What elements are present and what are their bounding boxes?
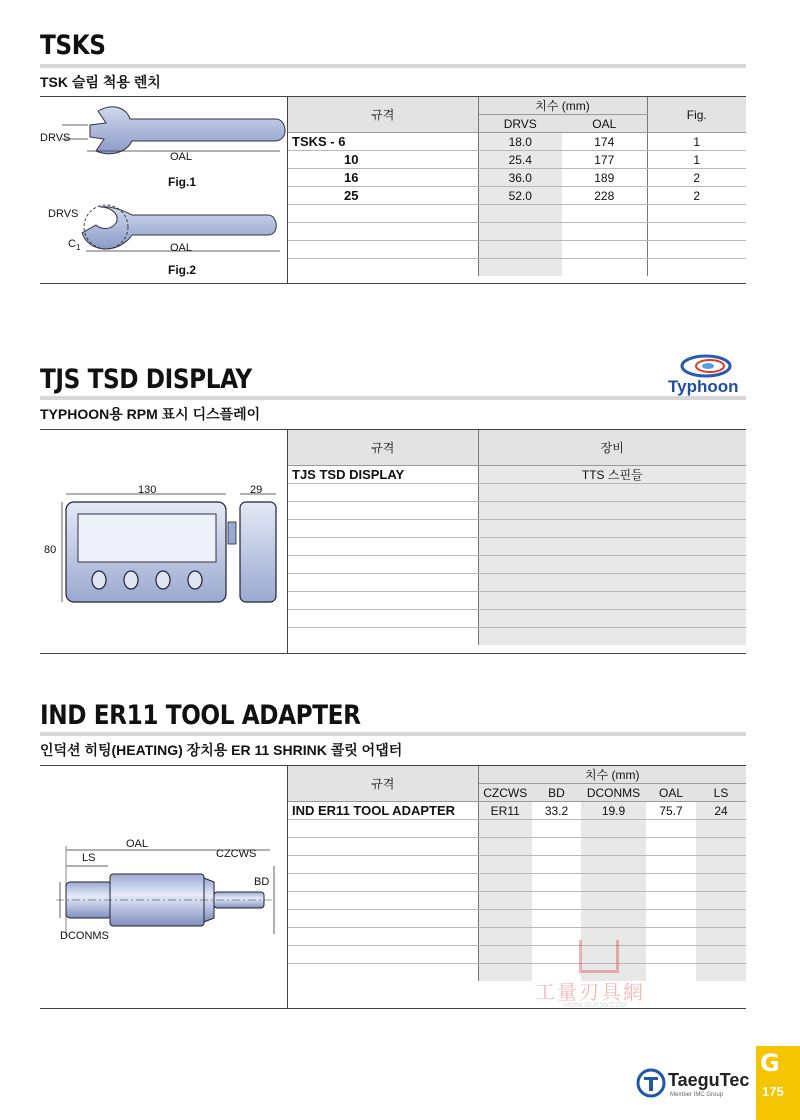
table-row: TJS TSD DISPLAY TTS 스핀들	[288, 466, 746, 484]
tsks-table	[288, 97, 746, 276]
table-row-empty	[288, 910, 746, 928]
table-row-empty	[288, 874, 746, 892]
table-row: 25 52.0 228 2	[288, 187, 746, 205]
col-spec: 규격	[288, 766, 478, 802]
fig1-drvs-label: DRVS	[40, 132, 71, 144]
table-row-empty	[288, 820, 746, 838]
display-width-label: 130	[138, 484, 157, 496]
table-row-empty	[288, 892, 746, 910]
col-oal: OAL	[562, 115, 647, 133]
table-row-empty	[288, 856, 746, 874]
wrench-figure	[40, 97, 288, 283]
col-dim: 치수 (mm)	[478, 766, 746, 784]
table-row-empty	[288, 592, 746, 610]
col-oal: OAL	[646, 784, 696, 802]
table-row-empty	[288, 610, 746, 628]
watermark-icon	[579, 940, 619, 973]
wrench-diagram	[40, 97, 287, 283]
tjs-title: TJS TSD DISPLAY	[40, 364, 252, 395]
tsks-title-rule	[40, 64, 746, 68]
taegutec-logo	[636, 1066, 752, 1102]
fig2-oal-label: OAL	[170, 242, 193, 254]
table-row-empty	[288, 946, 746, 964]
adapter-bd-label: BD	[254, 876, 270, 888]
table-row-empty	[288, 628, 746, 646]
table-row-empty	[288, 964, 746, 982]
fig2-caption: Fig.2	[168, 263, 197, 277]
page-number: 175	[762, 1084, 784, 1099]
ind-title: IND ER11 TOOL ADAPTER	[40, 700, 361, 731]
ind-subtitle: 인덕션 히팅(HEATING) 장치용 ER 11 SHRINK 콜릿 어댑터	[40, 742, 403, 758]
table-row: IND ER11 TOOL ADAPTER ER11 33.2 19.9 75.7 24	[288, 802, 746, 820]
tsks-subtitle: TSK 슬림 척용 렌치	[40, 74, 161, 90]
fig2-c1-label: $C_1$	[68, 238, 81, 253]
watermark-text: 工量刃具網	[535, 982, 645, 1004]
col-spec: 규격	[288, 97, 478, 133]
table-row: TSKS - 6 18.0 174 1	[288, 133, 746, 151]
col-ls: LS	[696, 784, 746, 802]
watermark-url: WWW.GLRJW.COM	[563, 1002, 627, 1009]
tsks-title: TSKS	[40, 30, 106, 61]
taegutec-logo-icon	[636, 1068, 666, 1098]
ind-title-rule	[40, 732, 746, 736]
tjs-title-rule	[40, 396, 746, 400]
table-row-empty	[288, 556, 746, 574]
col-czcws: CZCWS	[478, 784, 532, 802]
adapter-czcws-label: CZCWS	[216, 848, 257, 860]
display-height-label: 80	[44, 544, 57, 556]
taegutec-logo-text: TaeguTec	[668, 1070, 750, 1090]
adapter-diagram	[40, 766, 287, 1008]
fig2-drvs-label: DRVS	[48, 208, 79, 220]
col-bd: BD	[532, 784, 581, 802]
typhoon-logo	[664, 352, 748, 396]
adapter-ls-label: LS	[82, 852, 96, 864]
col-dconms: DCONMS	[581, 784, 646, 802]
display-diagram	[40, 430, 287, 653]
display-depth-label: 29	[250, 484, 263, 496]
tjs-table	[288, 430, 746, 645]
table-row: 16 36.0 189 2	[288, 169, 746, 187]
fig1-caption: Fig.1	[168, 175, 197, 189]
table-row: 10 25.4 177 1	[288, 151, 746, 169]
table-row-empty	[288, 520, 746, 538]
tjs-spec-box	[40, 429, 746, 654]
table-row-empty	[288, 574, 746, 592]
taegutec-logo-sub: Member IMC Group	[670, 1092, 724, 1098]
table-row-empty	[288, 838, 746, 856]
table-row-empty	[288, 928, 746, 946]
col-drvs: DRVS	[478, 115, 562, 133]
col-dim: 치수 (mm)	[478, 97, 647, 115]
section-tab-letter: G	[760, 1049, 780, 1077]
table-row-empty	[288, 223, 746, 241]
adapter-figure	[40, 766, 288, 1008]
display-figure	[40, 430, 288, 653]
table-row-empty	[288, 259, 746, 277]
adapter-oal-label: OAL	[126, 838, 149, 850]
table-row-empty	[288, 241, 746, 259]
col-fig: Fig.	[647, 97, 746, 133]
watermark	[535, 940, 675, 1010]
typhoon-logo-text: Typhoon	[668, 377, 739, 396]
col-spec: 규격	[288, 430, 478, 466]
ind-table	[288, 766, 746, 981]
section-tab	[756, 1046, 800, 1120]
fig1-oal-label: OAL	[170, 151, 193, 163]
table-row-empty	[288, 538, 746, 556]
table-row-empty	[288, 205, 746, 223]
tsks-spec-box	[40, 96, 746, 284]
col-equipment: 장비	[478, 430, 746, 466]
adapter-dconms-label: DCONMS	[60, 930, 109, 942]
table-row-empty	[288, 484, 746, 502]
tjs-subtitle: TYPHOON용 RPM 표시 디스플레이	[40, 406, 261, 422]
table-row-empty	[288, 502, 746, 520]
